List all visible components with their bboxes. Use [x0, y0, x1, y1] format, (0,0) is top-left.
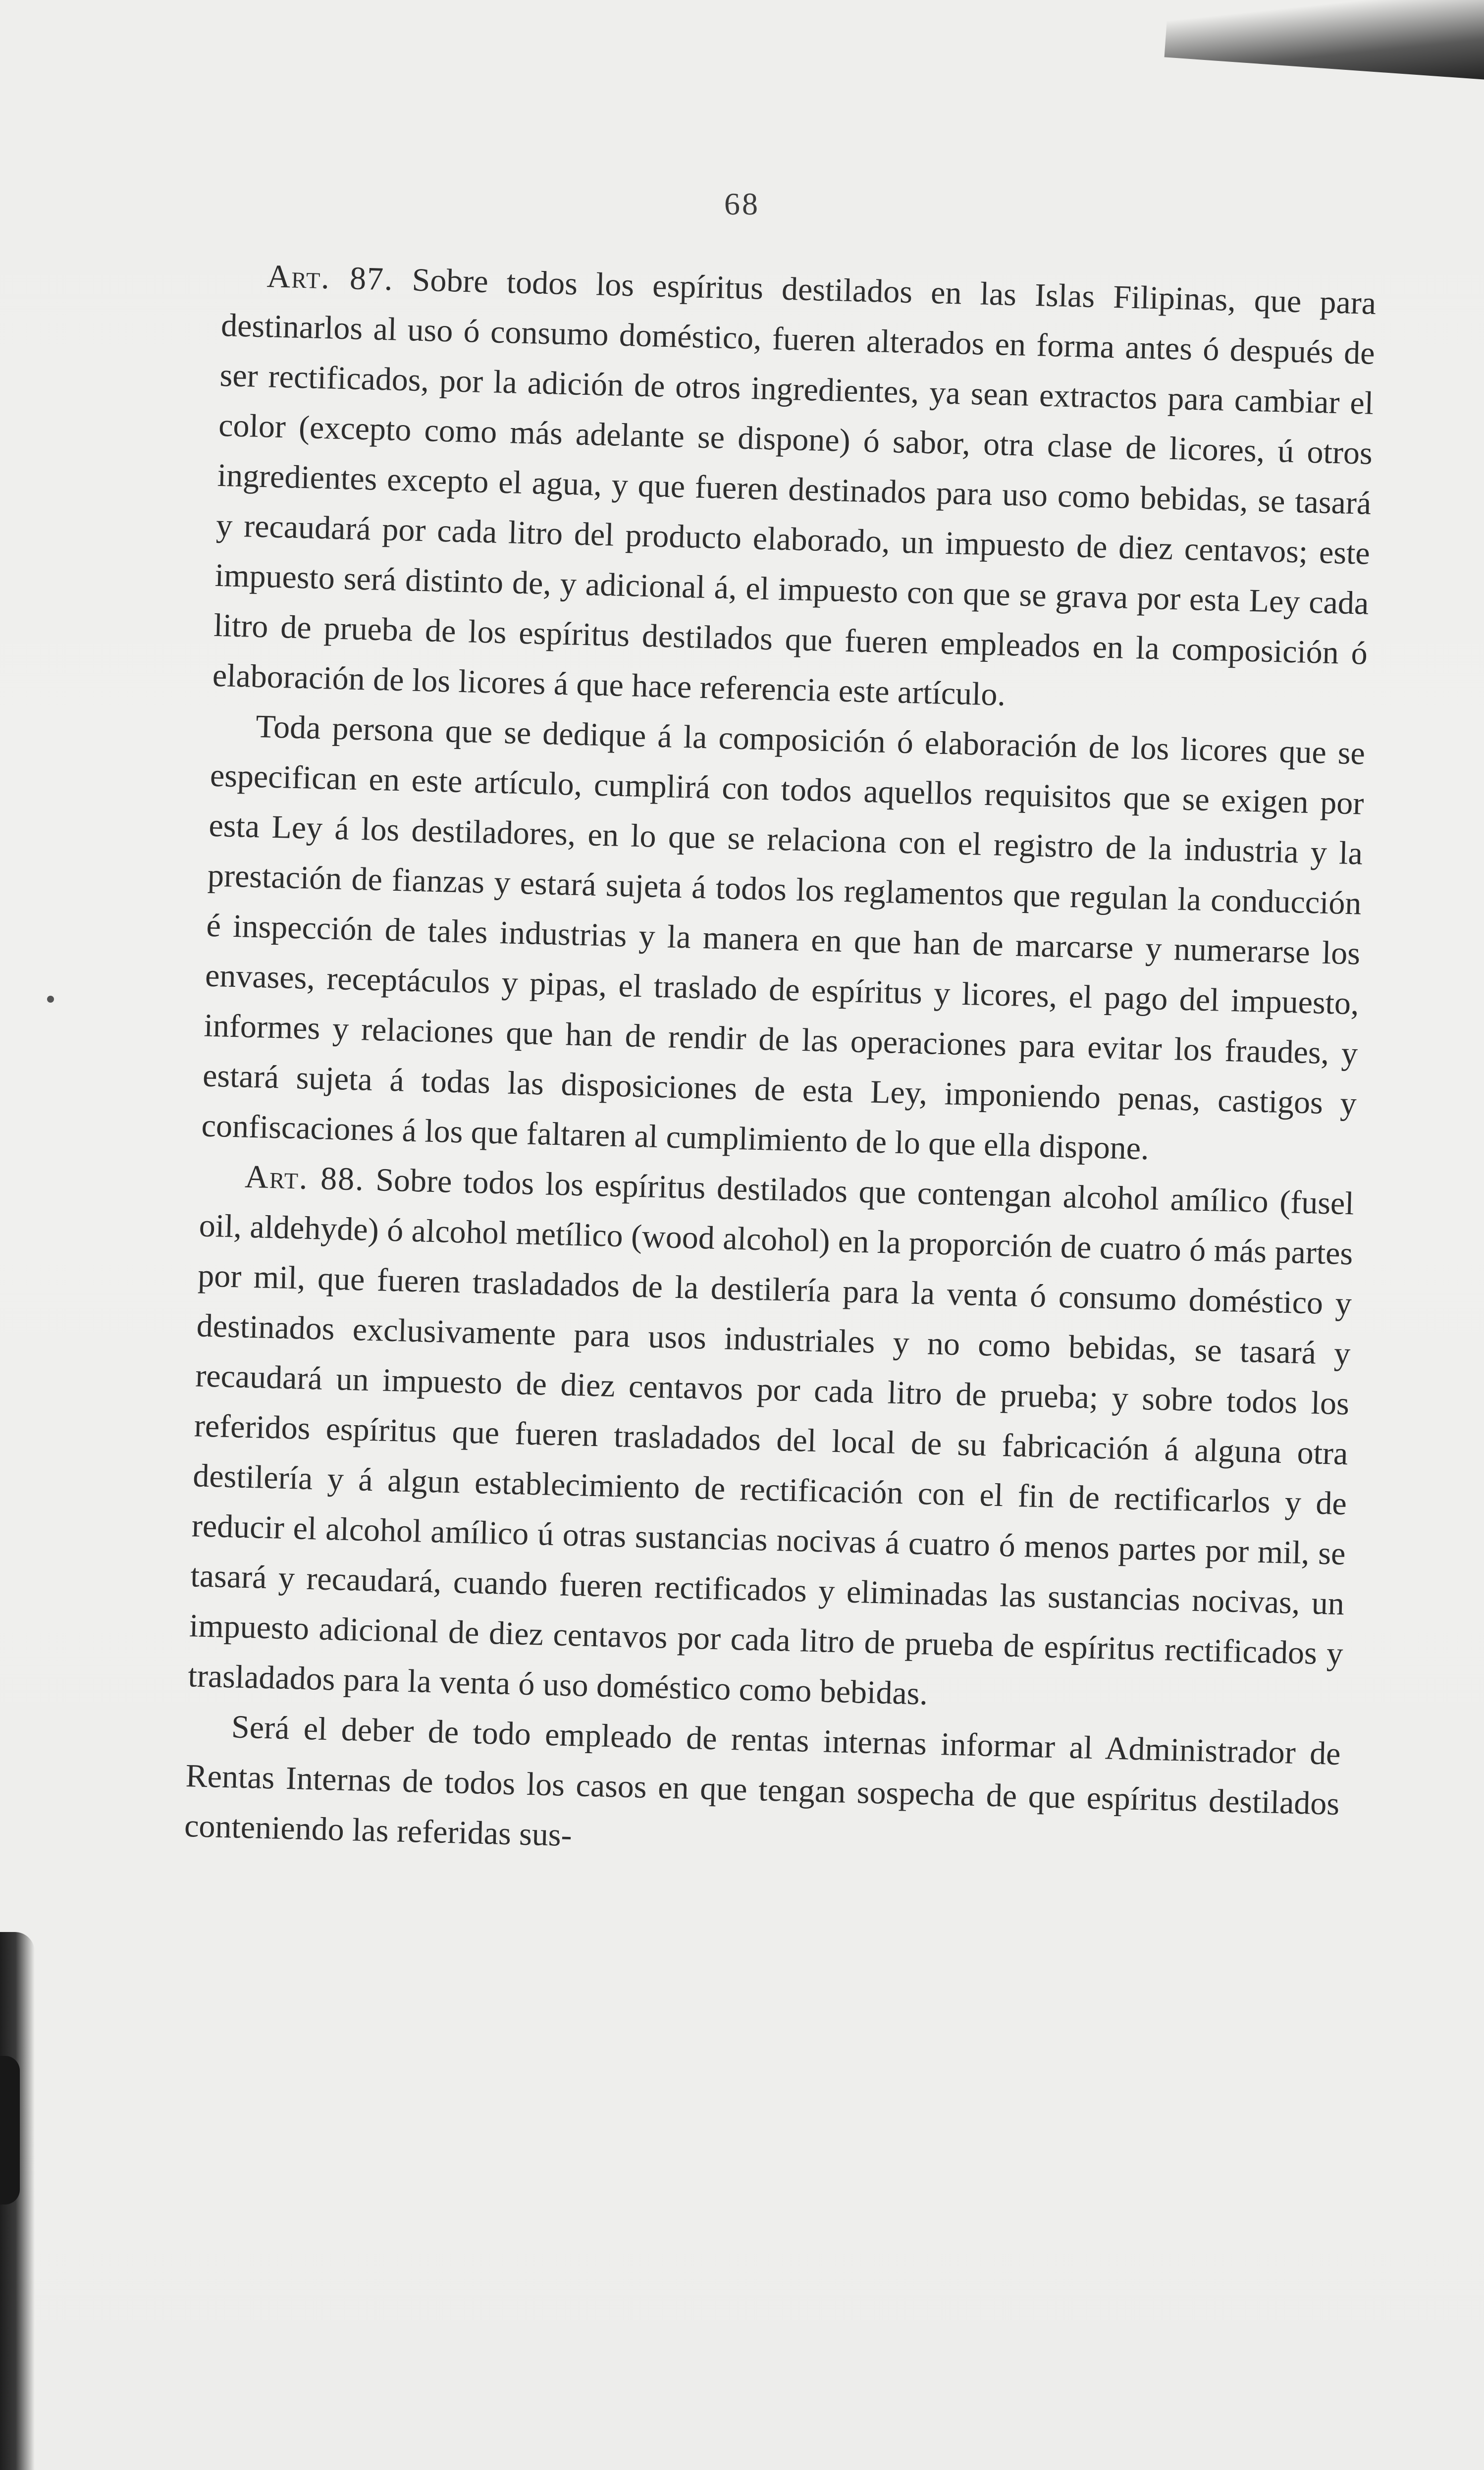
document-body: [184, 250, 1377, 1879]
paragraph-art-87: [212, 250, 1377, 729]
scan-speck: [47, 996, 54, 1003]
scan-corner-shadow: [1165, 0, 1484, 81]
article-label: Art. 87.: [266, 258, 394, 298]
paragraph-text: Sobre todos los espíritus destilados que contengan alcohol amílico (fusel oil, aldehyde) ó alcohol metílico (wood alcohol) en la proporción de cuatro ó más partes por mil, que fueren trasladados de la destilería para la venta ó consumo doméstico y destinados exclusivamente para usos industriales y no como bebidas, se tasará y recaudará un impuesto de diez centavos por cada litro de prueba; y sobre todos los referidos espíritus que fueren trasladados del local de su fabricación á alguna otra destilería y á algun establecimiento de rectificación con el fin de rectificarlos y de reducir el alcohol amílico ú otras sustancias nocivas á cuatro ó menos partes por mil, se tasará y recaudará, cuando fueren rectificados y eliminadas las sustancias nocivas, un impuesto adicional de diez centavos por cada litro de prueba de espíritus rectificados y trasladados para la venta ó uso doméstico como bebidas.: [187, 1161, 1355, 1712]
paragraph-text: Será el deber de todo empleado de rentas internas informar al Administrador de Rentas Internas de todos los casos en que tengan sospecha de que espíritus destilados conteniendo las referidas sus-: [184, 1709, 1341, 1854]
page-number: 68: [724, 186, 760, 221]
book-binding-shadow: [0, 2056, 20, 2204]
article-label: Art. 88.: [244, 1158, 365, 1198]
paragraph-art-88: [187, 1150, 1354, 1729]
paragraph-licores: [201, 700, 1366, 1179]
paragraph-empleado: [184, 1701, 1341, 1879]
paragraph-text: Sobre todos los espíritus destilados en las Islas Filipinas, que para destinarlos al uso ó consumo doméstico, fueren alterados en forma antes ó después de ser rectificados, por la adición de otros ingredientes, ya sean extractos para cambiar el color (excepto como más adelante se dispone) ó sabor, otra clase de licores, ú otros ingredientes excepto el agua, y que fueren destinados para uso como bebidas, se tasará y recaudará por cada litro del producto elaborado, un impuesto de diez centavos; este impuesto será distinto de, y adicional á, el impuesto con que se grava por esta Ley cada litro de prueba de los espíritus destilados que fueren empleados en la composición ó elaboración de los licores á que hace referencia este artículo.: [212, 261, 1377, 713]
paragraph-text: Toda persona que se dedique á la composición ó elaboración de los licores que se especifican en este artículo, cumplirá con todos aquellos requisitos que se exigen por esta Ley á los destiladores, en lo que se relaciona con el registro de la industria y la prestación de fianzas y estará sujeta á todos los reglamentos que regulan la conducción é inspección de tales industrias y la manera en que han de marcarse y numerarse los envases, receptáculos y pipas, el traslado de espíritus y licores, el pago del impuesto, informes y relaciones que han de rendir de las operaciones para evitar los fraudes, y estará sujeta á todas las disposiciones de esta Ley, imponiendo penas, castigos y confiscaciones á los que faltaren al cumplimiento de lo que ella dispone.: [201, 708, 1366, 1167]
